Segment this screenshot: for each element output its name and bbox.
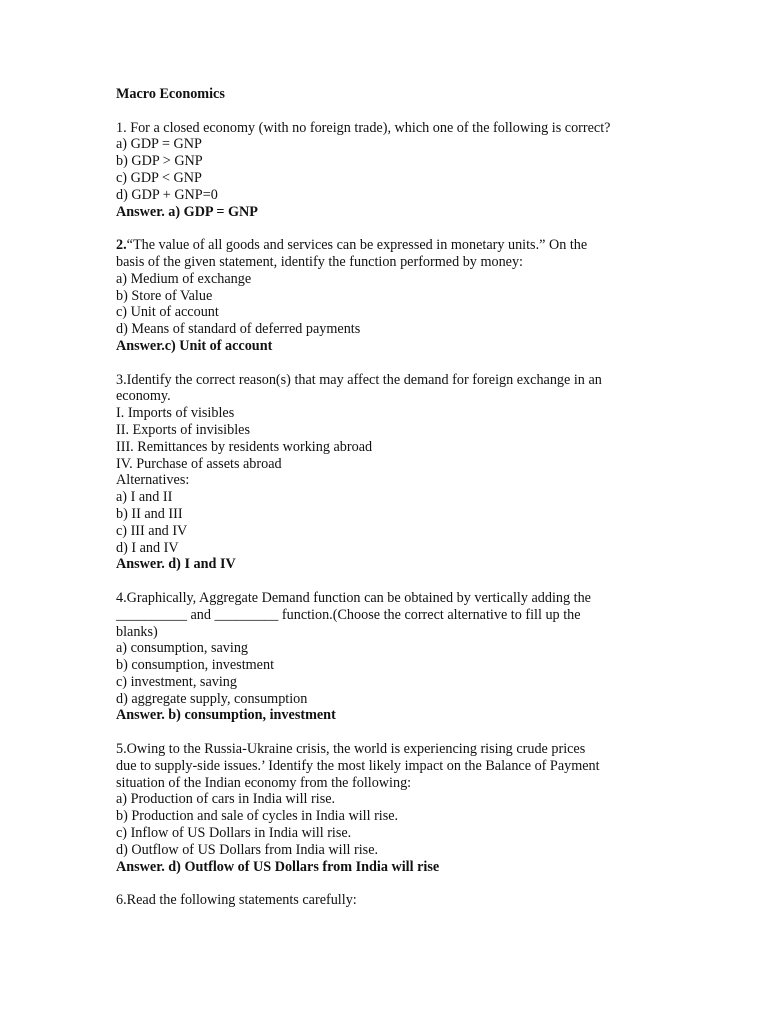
option-d: d) I and IV	[116, 539, 179, 556]
spacer	[116, 724, 716, 741]
answer: Answer. b) consumption, investment	[116, 707, 336, 724]
question-text: basis of the given statement, identify the function performed by money:	[116, 253, 523, 270]
question-text: 4.Graphically, Aggregate Demand function can be obtained by vertically adding the	[116, 589, 591, 606]
option-b: b) Store of Value	[116, 287, 213, 304]
option-b: b) GDP > GNP	[116, 153, 203, 170]
option-c: c) III and IV	[116, 522, 188, 539]
question-text: situation of the Indian economy from the following:	[116, 774, 412, 791]
statement-iv: IV. Purchase of assets abroad	[116, 455, 282, 472]
answer: Answer.c) Unit of account	[116, 337, 273, 354]
question-text: __________ and _________ function.(Choose the correct alternative to fill up the	[116, 606, 581, 623]
statement-i: I. Imports of visibles	[116, 405, 235, 422]
answer: Answer. d) I and IV	[116, 556, 236, 573]
option-d: d) Means of standard of deferred payments	[116, 321, 361, 338]
question-number: 2.	[116, 237, 127, 254]
answer: Answer. a) GDP = GNP	[116, 203, 258, 220]
option-c: c) GDP < GNP	[116, 169, 202, 186]
spacer	[116, 103, 716, 120]
question-text: economy.	[116, 388, 171, 405]
option-a: a) consumption, saving	[116, 640, 249, 657]
option-d: d) GDP + GNP=0	[116, 186, 218, 203]
question-text: 3.Identify the correct reason(s) that may affect the demand for foreign exchange in an	[116, 371, 602, 388]
spacer	[116, 875, 716, 892]
answer: Answer. d) Outflow of US Dollars from India will rise	[116, 858, 440, 875]
question-2	[116, 237, 716, 355]
question-text	[116, 237, 716, 254]
option-c: c) Unit of account	[116, 304, 219, 321]
option-b: b) II and III	[116, 505, 183, 522]
question-3	[116, 372, 716, 574]
statement-iii: III. Remittances by residents working abroad	[116, 438, 373, 455]
question-6	[116, 892, 716, 909]
question-text: 1. For a closed economy (with no foreign trade), which one of the following is correct?	[116, 119, 611, 136]
option-d: d) Outflow of US Dollars from India will rise.	[116, 841, 379, 858]
question-text: due to supply-side issues.’ Identify the most likely impact on the Balance of Payment	[116, 757, 600, 774]
question-text-rest: “The value of all goods and services can be expressed in monetary units.” On the	[126, 237, 588, 254]
option-b: b) consumption, investment	[116, 657, 275, 674]
option-c: c) Inflow of US Dollars in India will rise.	[116, 825, 352, 842]
question-4	[116, 590, 716, 724]
spacer	[116, 355, 716, 372]
alternatives-label: Alternatives:	[116, 472, 190, 489]
question-text: 5.Owing to the Russia-Ukraine crisis, the world is experiencing rising crude prices	[116, 741, 586, 758]
option-d: d) aggregate supply, consumption	[116, 690, 308, 707]
question-text: blanks)	[116, 623, 158, 640]
spacer	[116, 220, 716, 237]
option-a: a) I and II	[116, 489, 173, 506]
question-5	[116, 741, 716, 875]
spacer	[116, 573, 716, 590]
option-a: a) Medium of exchange	[116, 270, 252, 287]
option-a: a) Production of cars in India will rise.	[116, 791, 336, 808]
option-b: b) Production and sale of cycles in India will rise.	[116, 808, 399, 825]
option-a: a) GDP = GNP	[116, 136, 202, 153]
document-title: Macro Economics	[116, 86, 225, 102]
option-c: c) investment, saving	[116, 673, 237, 690]
statement-ii: II. Exports of invisibles	[116, 421, 250, 438]
question-text: 6.Read the following statements carefully:	[116, 892, 357, 909]
document-page	[116, 86, 716, 909]
question-1	[116, 120, 716, 221]
